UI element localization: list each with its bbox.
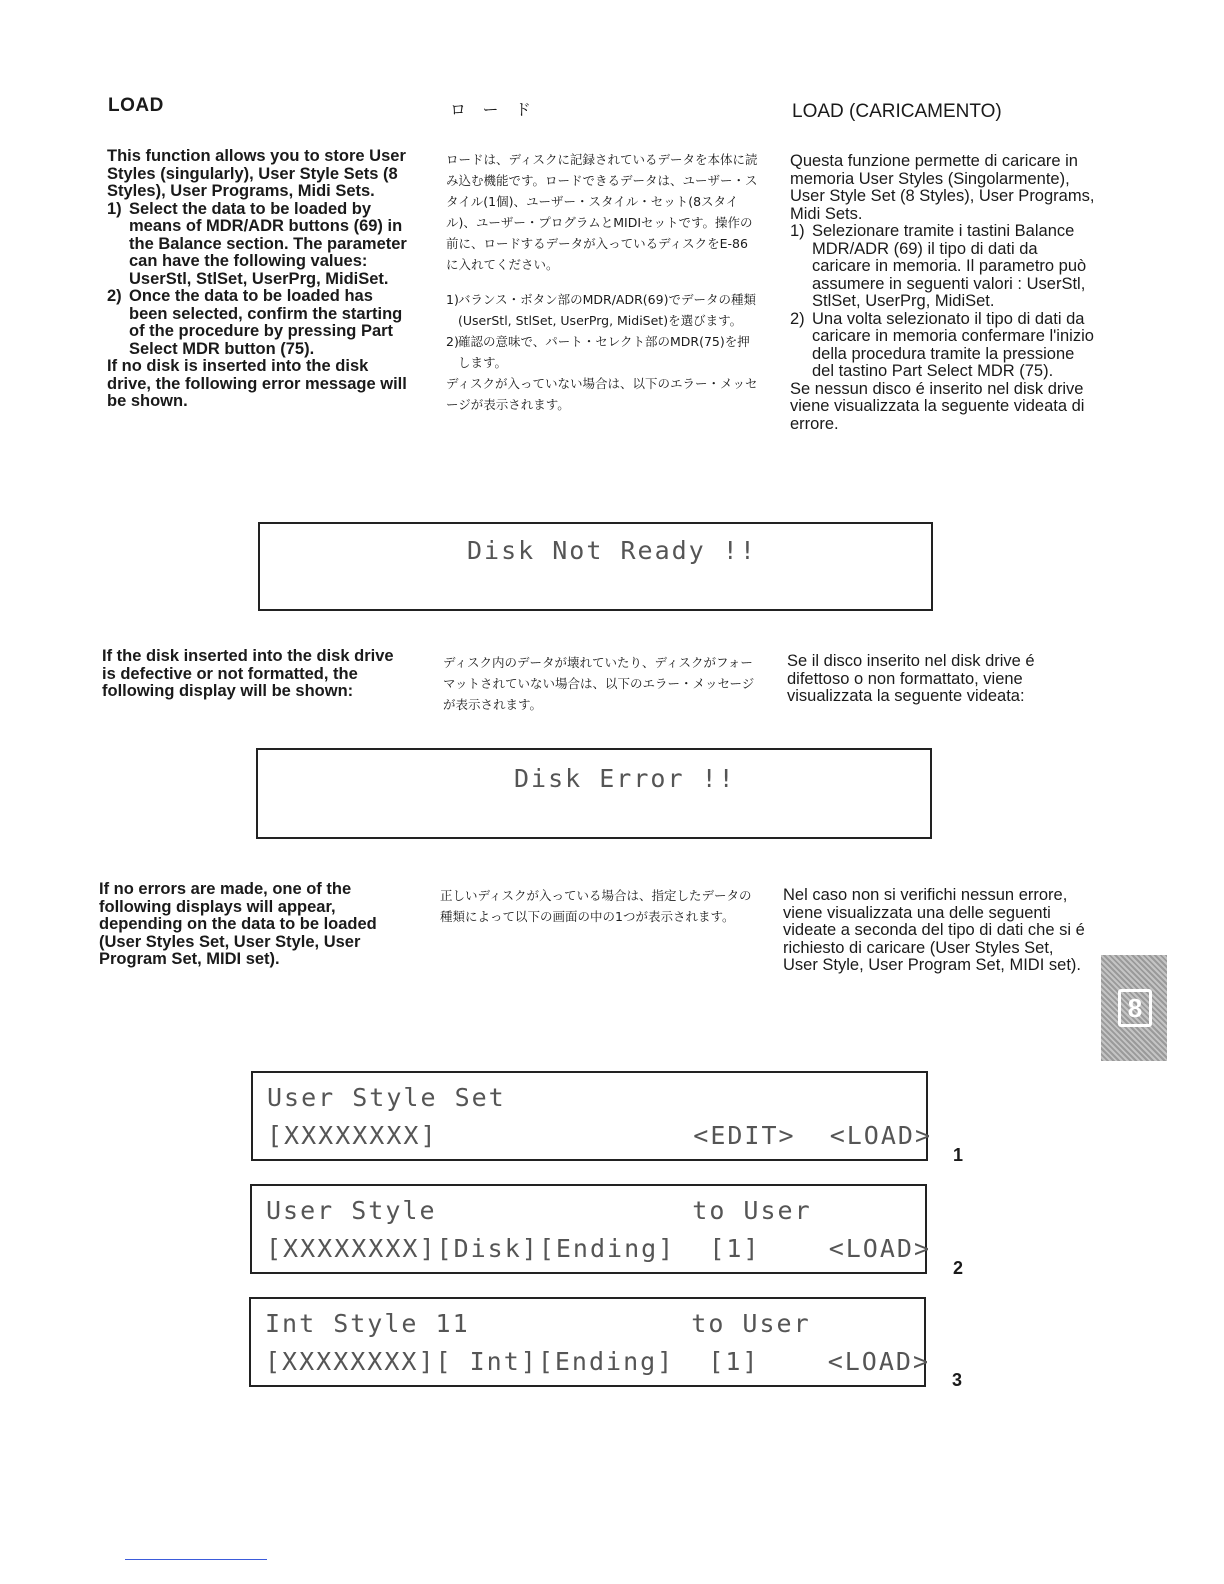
lcd-line-1: User Style to User	[266, 1196, 812, 1225]
note-text: ディスクが入っていない場合は、以下のエラー・メッセージが表示されます。	[446, 376, 758, 412]
step-1	[107, 201, 407, 289]
lcd-message: Disk Error !!	[514, 764, 736, 793]
section2-english: If the disk inserted into the disk drive is defective or not formatted, the following display will be shown:	[102, 647, 394, 700]
step-text: Once the data to be loaded has been selected, confirm the starting of the procedure by pressing Part Select MDR button (75).	[129, 287, 403, 358]
step-number: 1)	[790, 222, 805, 240]
lcd-disk-not-ready	[258, 522, 933, 611]
step-number: 1)	[446, 292, 459, 307]
chapter-tab	[1101, 955, 1167, 1061]
step-2	[446, 331, 758, 373]
note-text: Se nessun disco é inserito nel disk drive viene visualizzata la seguente videata di errore.	[790, 379, 1085, 433]
lcd-message: Disk Not Ready !!	[467, 536, 757, 565]
heading-en: LOAD	[108, 95, 164, 116]
lcd-user-style	[250, 1184, 931, 1274]
intro-text: ロードは、ディスクに記録されているデータを本体に読み込む機能です。ロードできるデータは、ユーザー・スタイル(1個)、ユーザー・スタイル・セット(8スタイル)、ユーザー・プログラムとMIDIセットです。操作の前に、ロードするデータが入っているディスクをE-86に入れてください。	[446, 152, 758, 272]
lcd-int-style	[249, 1297, 930, 1387]
step-text: Una volta selezionato il tipo di dati da caricare in memoria confermare l'inizio della procedura tramite la pressione del tastino Part Select MDR (75).	[812, 309, 1094, 380]
step-text: 確認の意味で、パート・セレクト部のMDR(75)を押します。	[458, 334, 750, 370]
section3-japanese: 正しいディスクが入っている場合は、指定したデータの種類によって以下の画面の中の1つが表示されます。	[440, 888, 752, 924]
display-reference-3: 3	[952, 1370, 963, 1390]
lcd-line-2: [XXXXXXXX][Disk][Ending] [1] <LOAD>	[266, 1234, 931, 1263]
lcd-disk-error	[256, 748, 932, 839]
section3-italian: Nel caso non si verifichi nessun errore, viene visualizzata una delle seguenti videate a seconda del tipo di dati che si é richiesto di caricare (User Styles Set, User Style, User Program Set, MIDI set).	[783, 886, 1085, 974]
lcd-line-2: [XXXXXXXX][ Int][Ending] [1] <LOAD>	[265, 1347, 930, 1376]
section3-english: If no errors are made, one of the following displays will appear, depending on the data to be loaded (User Styles Set, User Style, User Program Set, MIDI set).	[99, 880, 377, 968]
lcd-line-1: Int Style 11 to User	[265, 1309, 811, 1338]
section1-japanese	[446, 149, 758, 415]
step-number: 1)	[107, 199, 122, 218]
note-text: If no disk is inserted into the disk drive, the following error message will be shown.	[107, 357, 407, 410]
intro-text: Questa funzione permette di caricare in memoria User Styles (Singolarmente), User Style Set (8 Styles), User Programs, Midi Sets.	[790, 152, 1095, 223]
section2-italian: Se il disco inserito nel disk drive é difettoso o non formattato, viene visualizzata la seguente videata:	[787, 652, 1035, 705]
step-text: Selezionare tramite i tastini Balance MDR/ADR (69) il tipo di dati da caricare in memoria. Il parametro può assumere in seguenti valori : UserStl, StlSet, UserPrg, MidiSet.	[812, 222, 1087, 310]
step-number: 2)	[107, 287, 122, 305]
step-2	[107, 288, 407, 358]
step-1	[446, 289, 758, 331]
step-1	[790, 223, 1095, 311]
step-text: Select the data to be loaded by means of MDR/ADR buttons (69) in the Balance section. The parameter can have the following values: UserStl, StlSet, UserPrg, MidiSet.	[129, 199, 407, 288]
heading-jp: ロ ー ド	[450, 102, 537, 119]
section1-italian	[790, 153, 1095, 433]
lcd-line-2: [XXXXXXXX] <EDIT> <LOAD>	[267, 1121, 932, 1150]
footer-rule	[125, 1559, 267, 1560]
lcd-user-style-set	[251, 1071, 932, 1161]
display-reference-2: 2	[953, 1258, 964, 1278]
step-number: 2)	[790, 309, 805, 328]
step-2	[790, 311, 1095, 381]
step-number: 2)	[446, 334, 459, 349]
step-text: バランス・ボタン部のMDR/ADR(69)でデータの種類(UserStl, StlSet, UserPrg, MidiSet)を選びます。	[458, 292, 756, 328]
lcd-line-1: User Style Set	[267, 1083, 506, 1112]
section2-japanese: ディスク内のデータが壊れていたり、ディスクがフォーマットされていない場合は、以下のエラー・メッセージが表示されます。	[443, 655, 755, 712]
intro-text: This function allows you to store User Styles (singularly), User Style Sets (8 Styles), User Programs, Midi Sets.	[107, 147, 406, 200]
chapter-number: 8	[1118, 989, 1152, 1027]
heading-it: LOAD (CARICAMENTO)	[792, 101, 1002, 122]
section1-english	[107, 148, 407, 411]
display-reference-1: 1	[953, 1145, 964, 1165]
